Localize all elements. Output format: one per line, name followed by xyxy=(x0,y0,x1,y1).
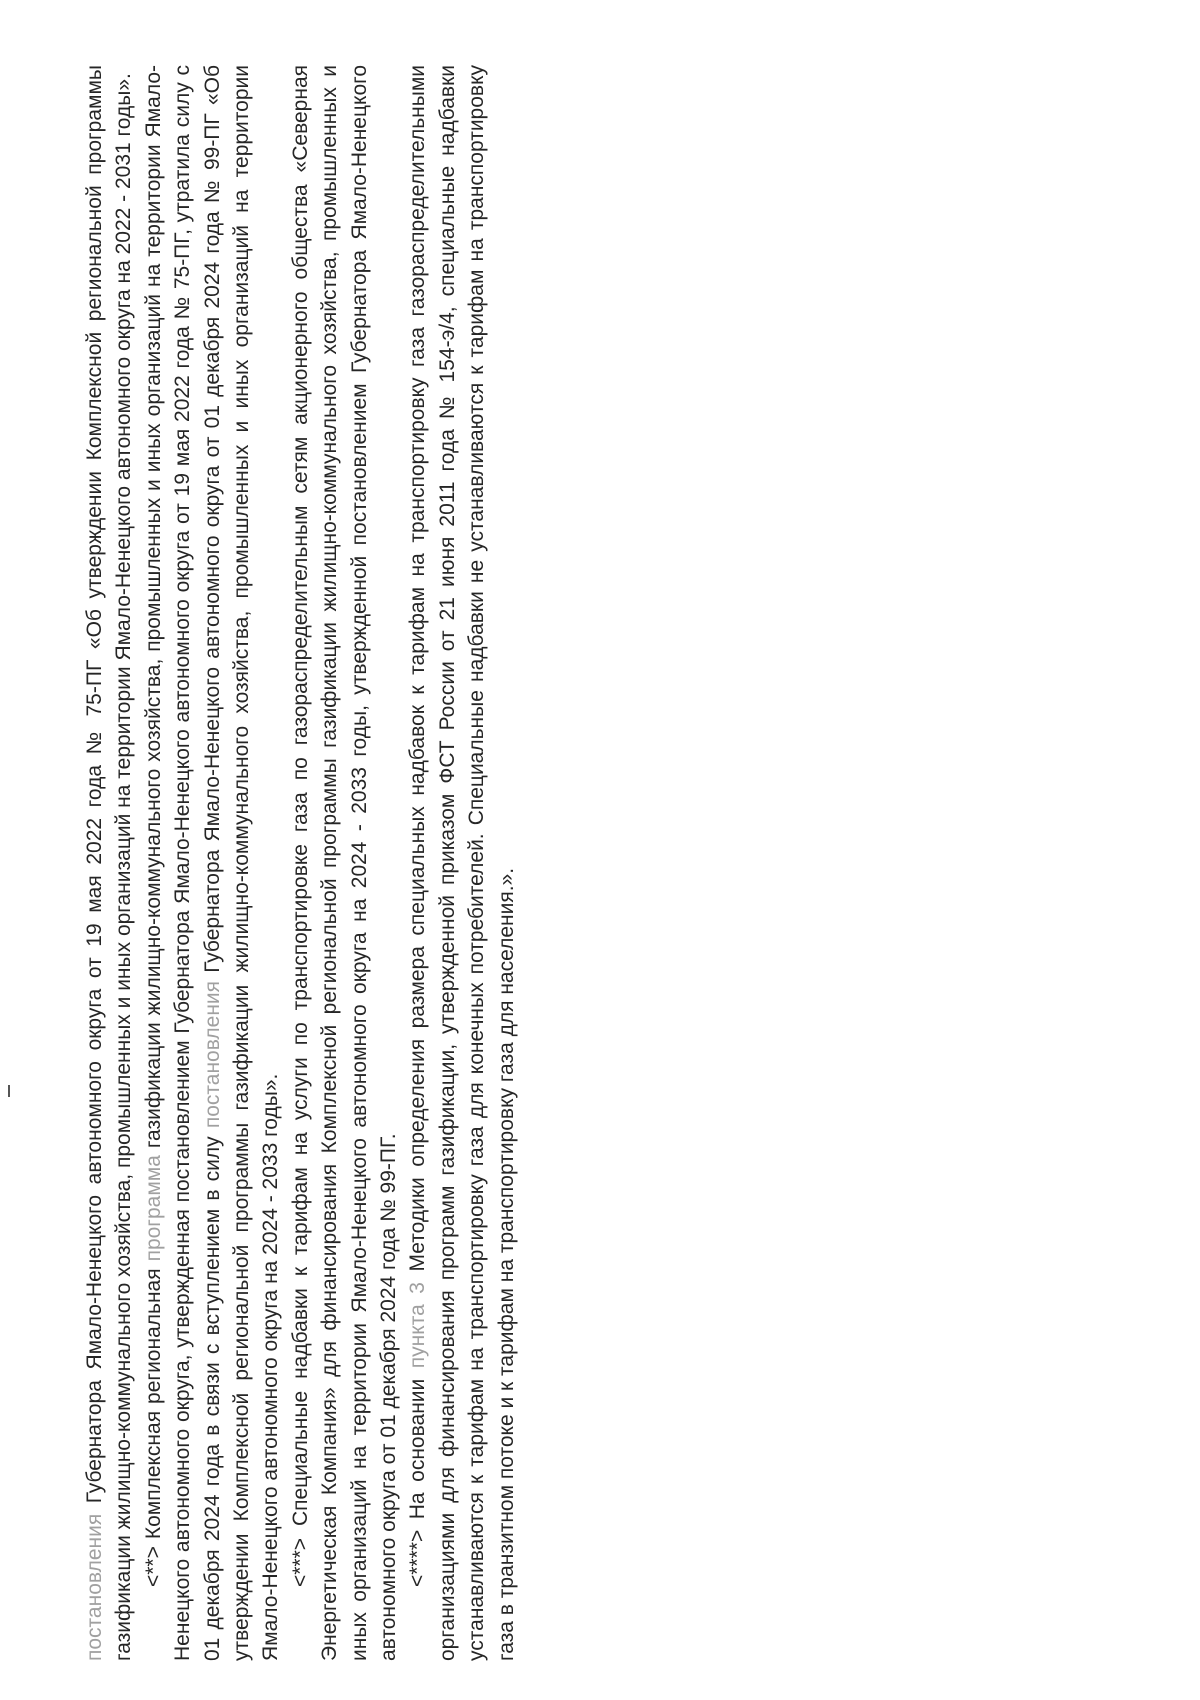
clause-link[interactable]: пункта 3 xyxy=(406,1282,430,1369)
footnote-paragraph-3 xyxy=(286,65,404,1661)
margin-mark xyxy=(8,1085,10,1097)
footnote-marker: <***> xyxy=(288,1537,312,1587)
paragraph-text: газификации жилищно-коммунального хозяйства, промышленных и иных организаций на территории Ямало-Ненецкого автономного округа, утвержденная постановлением Губернатора Ямало-Ненецкого автономного округа от 19 мая 2022 года № 75-ПГ, утратила силу с 01 декабря 2024 года в связи с вступлением в силу xyxy=(141,65,224,1661)
footnote-paragraph-2 xyxy=(139,65,286,1661)
paragraph-text: Методики определения размера специальных надбавок к тарифам на транспортировку газа газораспределительными организациями для финансирования программ газификации, утвержденной приказом ФСТ России от 21 июня 2011 года № 154-э/4, специальные надбавки устанавливаются к тарифам на транспортировку газа для конечных потребителей. Специальные надбавки не устанавливаются к тарифам на транспортировку газа в транзитном потоке и к тарифам на транспортировку газа для населения.». xyxy=(406,64,518,1661)
paragraph-text: На основании xyxy=(406,1368,430,1530)
paragraph-text: Комплексная региональная xyxy=(141,1261,165,1547)
rotated-content xyxy=(80,65,521,1665)
paragraph-text: Специальные надбавки к тарифам на услуги по транспортировке газа по газораспределительным сетям акционерного общества «Северная Энергетическая Компания» для финансирования Комплексной региональной программы газификации жилищно-коммунального хозяйства, промышленных и иных организаций на территории Ямало-Ненецкого автономного округа на 2024 - 2033 годы, утвержденной постановлением Губернатора Ямало-Ненецкого автономного округа от 01 декабря 2024 года № 99-ПГ. xyxy=(288,65,401,1661)
footnotes-block xyxy=(80,65,521,1665)
footnote-paragraph-4 xyxy=(403,65,521,1661)
footnote-paragraph-1 xyxy=(80,65,139,1661)
paragraph-text: Губернатора Ямало-Ненецкого автономного округа от 19 мая 2022 года № 75-ПГ «Об утверждении Комплексной региональной программы газификации жилищно-коммунального хозяйства, промышленных и иных организаций на территории Ямало-Ненецкого автономного округа на 2022 - 2031 годы». xyxy=(83,65,136,1661)
footnote-marker: <**> xyxy=(141,1546,165,1587)
document-link[interactable]: постановления xyxy=(200,980,224,1129)
footnote-marker: <****> xyxy=(406,1529,430,1587)
document-link[interactable]: постановления xyxy=(83,1513,106,1661)
program-link[interactable]: программа xyxy=(141,1155,165,1262)
paragraph-text: Губернатора Ямало-Ненецкого автономного округа от 01 декабря 2024 года № 99-ПГ «Об утверждении Комплексной региональной программы газификации жилищно-коммунального хозяйства, промышленных и иных организаций на территории Ямало-Ненецкого автономного округа на 2024 - 2033 годы». xyxy=(200,64,283,1661)
